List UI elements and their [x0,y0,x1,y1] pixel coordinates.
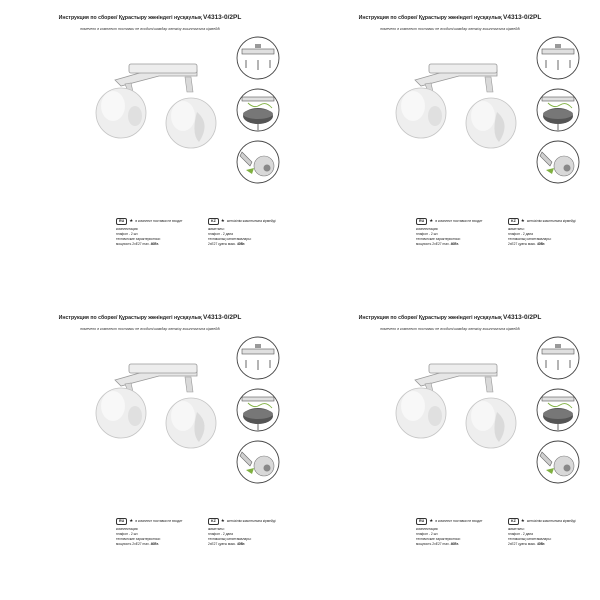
lamp-illustration [85,50,225,160]
kz-note: жеткізілім жиынтығына кірмейді [526,219,576,223]
assembly-step-3-diagram [236,140,280,184]
ru-spec-block [416,518,508,547]
ru-complect-label: комплектация: [416,527,439,531]
assembly-step-2-diagram [236,388,280,432]
star-icon: ★ [220,218,225,223]
assembly-step-2-diagram [236,88,280,132]
kz-complect-value: плафон - 2 дана [208,232,234,236]
ru-note: в комплект поставки не входит [135,519,183,523]
instruction-subtitle: помечено в комплект поставки не входит/шамдар жеткізу жиынтығына кірмейді [80,327,220,331]
kz-tech-label: техникалық сипаттамалары: [208,537,252,541]
kz-power-value: 40Вт. [536,242,546,246]
kz-complect-value: плафон - 2 дана [508,532,534,536]
kz-power-label: 2хE27 қуаты макс. [508,542,537,546]
kz-complect-label: жиынтығы: [508,227,525,231]
assembly-step-2-diagram [536,88,580,132]
ru-spec-block [416,218,508,247]
kz-spec-block [508,518,600,547]
star-icon: ★ [129,518,134,523]
instruction-sheet [0,0,300,300]
ru-language-badge: RU [416,518,427,525]
instruction-title [0,314,300,321]
star-icon: ★ [520,218,525,223]
kz-power-label: 2хE27 қуаты макс. [508,242,537,246]
assembly-step-1-diagram [236,36,280,80]
assembly-step-3-diagram [236,440,280,484]
ru-power-value: 40Вт. [150,542,159,546]
kz-complect-value: плафон - 2 дана [508,232,534,236]
ru-tech-label: технические характеристики: [116,237,161,241]
instruction-subtitle: помечено в комплект поставки не входит/шамдар жеткізу жиынтығына кірмейді [380,27,520,31]
kz-power-label: 2хE27 қуаты макс. [208,542,237,546]
kz-language-badge: KZ [208,218,219,225]
kz-tech-label: техникалық сипаттамалары: [508,537,552,541]
ru-spec-block [116,518,208,547]
title-text: Инструкция по сборке/ Құрастыру жөніндегі нұсқаулық [58,315,202,321]
instruction-title [300,14,600,21]
kz-complect-label: жиынтығы: [508,527,525,531]
kz-note: жеткізілім жиынтығына кірмейді [226,519,276,523]
ru-power-value: 40Вт. [150,242,159,246]
ru-power-label: мощность 2хE27 max. [116,242,150,246]
ru-language-badge: RU [116,218,127,225]
kz-note: жеткізілім жиынтығына кірмейді [226,219,276,223]
ru-spec-block [116,218,208,247]
kz-tech-label: техникалық сипаттамалары: [508,237,552,241]
instruction-subtitle: помечено в комплект поставки не входит/шамдар жеткізу жиынтығына кірмейді [380,327,520,331]
lamp-illustration [385,350,525,460]
kz-power-value: 40Вт. [236,242,246,246]
kz-note: жеткізілім жиынтығына кірмейді [526,519,576,523]
ru-complect-value: плафон - 2 шт. [416,532,439,536]
kz-complect-label: жиынтығы: [208,527,225,531]
ru-language-badge: RU [116,518,127,525]
star-icon: ★ [129,218,134,223]
kz-tech-label: техникалық сипаттамалары: [208,237,252,241]
assembly-step-3-diagram [536,440,580,484]
assembly-step-3-diagram [536,140,580,184]
kz-language-badge: KZ [508,518,519,525]
ru-power-value: 40Вт. [450,242,459,246]
kz-spec-block [208,218,300,247]
ru-power-value: 40Вт. [450,542,459,546]
ru-note: в комплект поставки не входит [435,219,483,223]
ru-tech-label: технические характеристики: [116,537,161,541]
kz-language-badge: KZ [208,518,219,525]
ru-complect-value: плафон - 2 шт. [116,532,139,536]
kz-complect-label: жиынтығы: [208,227,225,231]
star-icon: ★ [429,518,434,523]
kz-language-badge: KZ [508,218,519,225]
ru-note: в комплект поставки не входит [135,219,183,223]
ru-complect-value: плафон - 2 шт. [416,232,439,236]
assembly-step-2-diagram [536,388,580,432]
lamp-illustration [385,50,525,160]
lamp-illustration [85,350,225,460]
star-icon: ★ [520,518,525,523]
assembly-step-1-diagram [236,336,280,380]
star-icon: ★ [429,218,434,223]
kz-power-value: 40Вт. [536,542,546,546]
kz-spec-block [508,218,600,247]
instruction-title [0,14,300,21]
model-number: V4313-0/2PL [503,14,542,21]
kz-complect-value: плафон - 2 дана [208,532,234,536]
title-text: Инструкция по сборке/ Құрастыру жөніндегі нұсқаулық [358,315,502,321]
ru-tech-label: технические характеристики: [416,537,461,541]
instruction-sheet [300,0,600,300]
star-icon: ★ [220,518,225,523]
instruction-sheet [0,300,300,600]
model-number: V4313-0/2PL [203,14,242,21]
ru-power-label: мощность 2хE27 max. [416,242,450,246]
instruction-title [300,314,600,321]
title-text: Инструкция по сборке/ Құрастыру жөніндегі нұсқаулық [358,15,502,21]
kz-power-label: 2хE27 қуаты макс. [208,242,237,246]
ru-power-label: мощность 2хE27 max. [416,542,450,546]
kz-power-value: 40Вт. [236,542,246,546]
instruction-sheet [300,300,600,600]
assembly-step-1-diagram [536,36,580,80]
model-number: V4313-0/2PL [503,314,542,321]
ru-tech-label: технические характеристики: [416,237,461,241]
model-number: V4313-0/2PL [203,314,242,321]
kz-spec-block [208,518,300,547]
ru-language-badge: RU [416,218,427,225]
ru-complect-value: плафон - 2 шт. [116,232,139,236]
ru-power-label: мощность 2хE27 max. [116,542,150,546]
ru-complect-label: комплектация: [416,227,439,231]
assembly-step-1-diagram [536,336,580,380]
ru-complect-label: комплектация: [116,227,139,231]
instruction-subtitle: помечено в комплект поставки не входит/шамдар жеткізу жиынтығына кірмейді [80,27,220,31]
title-text: Инструкция по сборке/ Құрастыру жөніндегі нұсқаулық [58,15,202,21]
ru-complect-label: комплектация: [116,527,139,531]
ru-note: в комплект поставки не входит [435,519,483,523]
